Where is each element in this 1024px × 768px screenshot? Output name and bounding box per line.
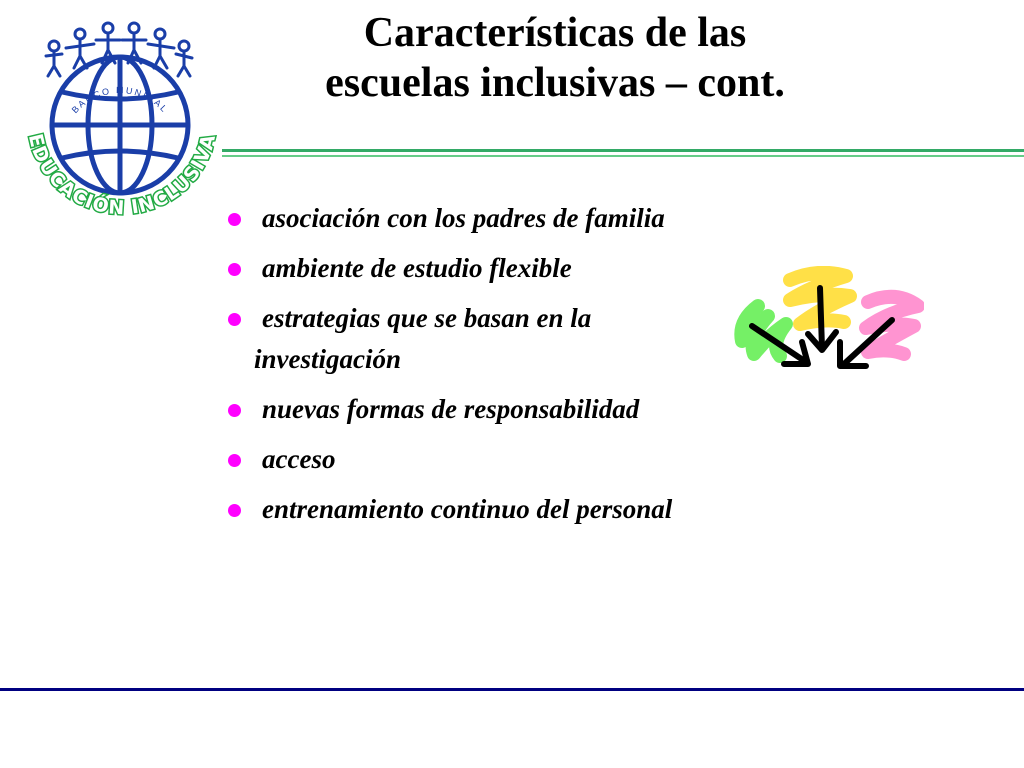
bullet-text: entrenamiento continuo del personal [262, 494, 673, 524]
logo-arc-text-bottom: EDUCACIÓN INCLUSIVA [23, 131, 221, 218]
bullet-text: asociación con los padres de familia [262, 203, 665, 233]
converging-arrows-scribble-icon [728, 266, 924, 376]
slide-title-line2: escuelas inclusivas – cont. [325, 60, 785, 106]
bullet-text: estrategias que se basan en la [262, 303, 592, 333]
list-item [226, 439, 786, 480]
list-item [226, 489, 786, 530]
title-divider [222, 149, 1024, 159]
bullet-dot-icon [228, 213, 241, 226]
slide-title [250, 8, 860, 108]
bullet-text: ambiente de estudio flexible [262, 253, 572, 283]
scribble-pink [866, 297, 918, 354]
title-divider-line-b [222, 155, 1024, 157]
title-divider-line-a [222, 149, 1024, 152]
bullet-list [226, 198, 786, 539]
bullet-text: acceso [262, 444, 336, 474]
list-item [226, 248, 786, 289]
bullet-dot-icon [228, 504, 241, 517]
list-item [226, 298, 786, 380]
bullet-dot-icon [228, 404, 241, 417]
logo-arc-text-top: BANCO MUNDIAL [69, 85, 171, 116]
bullet-dot-icon [228, 263, 241, 276]
bullet-text-continued: investigación [254, 344, 401, 374]
list-item [226, 198, 786, 239]
bullet-dot-icon [228, 454, 241, 467]
globe [52, 57, 188, 193]
bullet-dot-icon [228, 313, 241, 326]
slide-title-line1: Características de las [363, 10, 747, 56]
globe-with-children-icon [20, 18, 225, 218]
footer-divider [0, 688, 1024, 691]
bullet-text: nuevas formas de responsabilidad [262, 394, 640, 424]
list-item [226, 389, 786, 430]
